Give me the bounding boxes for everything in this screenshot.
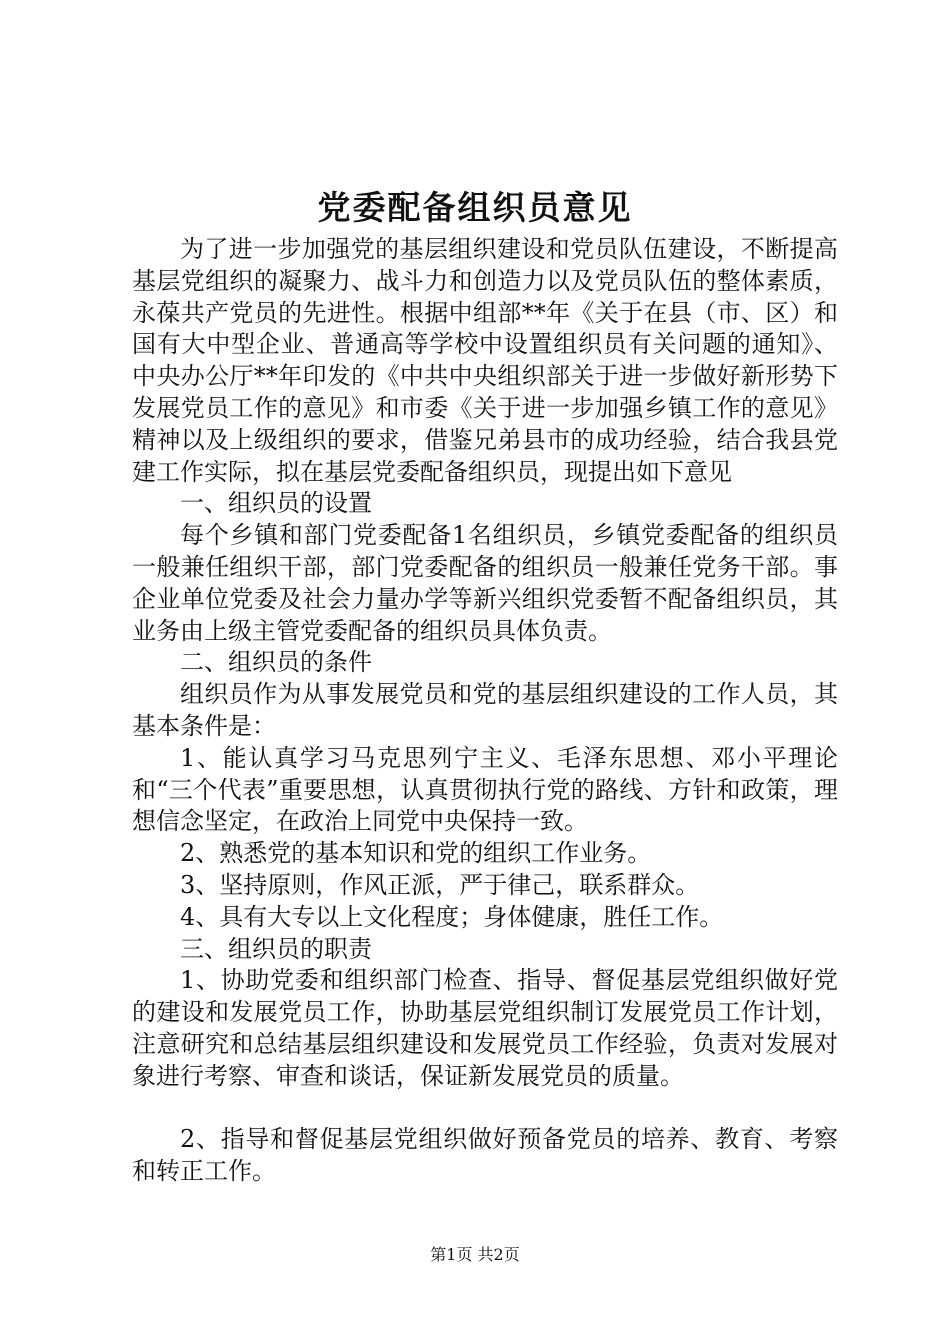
paragraph-conditions: 组织员作为从事发展党员和党的基层组织建设的工作人员，其基本条件是：	[132, 680, 838, 740]
condition-item-1: 1、能认真学习马克思列宁主义、毛泽东思想、邓小平理论和“三个代表”重要思想，认真贯彻执行党的路线、方针和政策，理想信念坚定，在政治上同党中央保持一致。	[132, 743, 838, 836]
page-footer: 第1页 共2页	[430, 1245, 520, 1264]
paragraph-intro: 为了进一步加强党的基层组织建设和党员队伍建设，不断提高基层党组织的凝聚力、战斗力和创造力以及党员队伍的整体素质，永葆共产党员的先进性。根据中组部**年《关于在县（市、区）和国有大中型企业、普通高等学校中设置组织员有关问题的通知》、中央办公厅**年印发的《中共中央组织部关于进一步做好新形势下发展党员工作的意见》和市委《关于进一步加强乡镇工作的意见》精神以及上级组织的要求，借鉴兄弟县市的成功经验，结合我县党建工作实际，拟在基层党委配备组织员，现提出如下意见	[132, 235, 838, 486]
section-heading-3: 三、组织员的职责	[180, 934, 372, 963]
document-title: 党委配备组织员意见	[317, 188, 633, 227]
condition-item-4: 4、具有大专以上文化程度；身体健康，胜任工作。	[180, 902, 724, 931]
condition-item-3: 3、坚持原则，作风正派，严于律己，联系群众。	[180, 870, 700, 899]
section-heading-2: 二、组织员的条件	[180, 648, 372, 677]
duty-item-1: 1、协助党委和组织部门检查、指导、督促基层党组织做好党的建设和发展党员工作，协助基层党组织制订发展党员工作计划，注意研究和总结基层组织建设和发展党员工作经验，负责对发展对象进行考察、审查和谈话，保证新发展党员的质量。	[132, 966, 838, 1090]
document-body	[132, 234, 838, 1188]
paragraph-setup: 每个乡镇和部门党委配备1名组织员，乡镇党委配备的组织员一般兼任组织干部，部门党委配备的组织员一般兼任党务干部。事企业单位党委及社会力量办学等新兴组织党委暂不配备组织员，其业务由上级主管党委配备的组织员具体负责。	[132, 521, 838, 645]
section-heading-1: 一、组织员的设置	[180, 489, 372, 518]
condition-item-2: 2、熟悉党的基本知识和党的组织工作业务。	[180, 839, 652, 868]
duty-item-2: 2、指导和督促基层党组织做好预备党员的培养、教育、考察和转正工作。	[132, 1125, 838, 1186]
